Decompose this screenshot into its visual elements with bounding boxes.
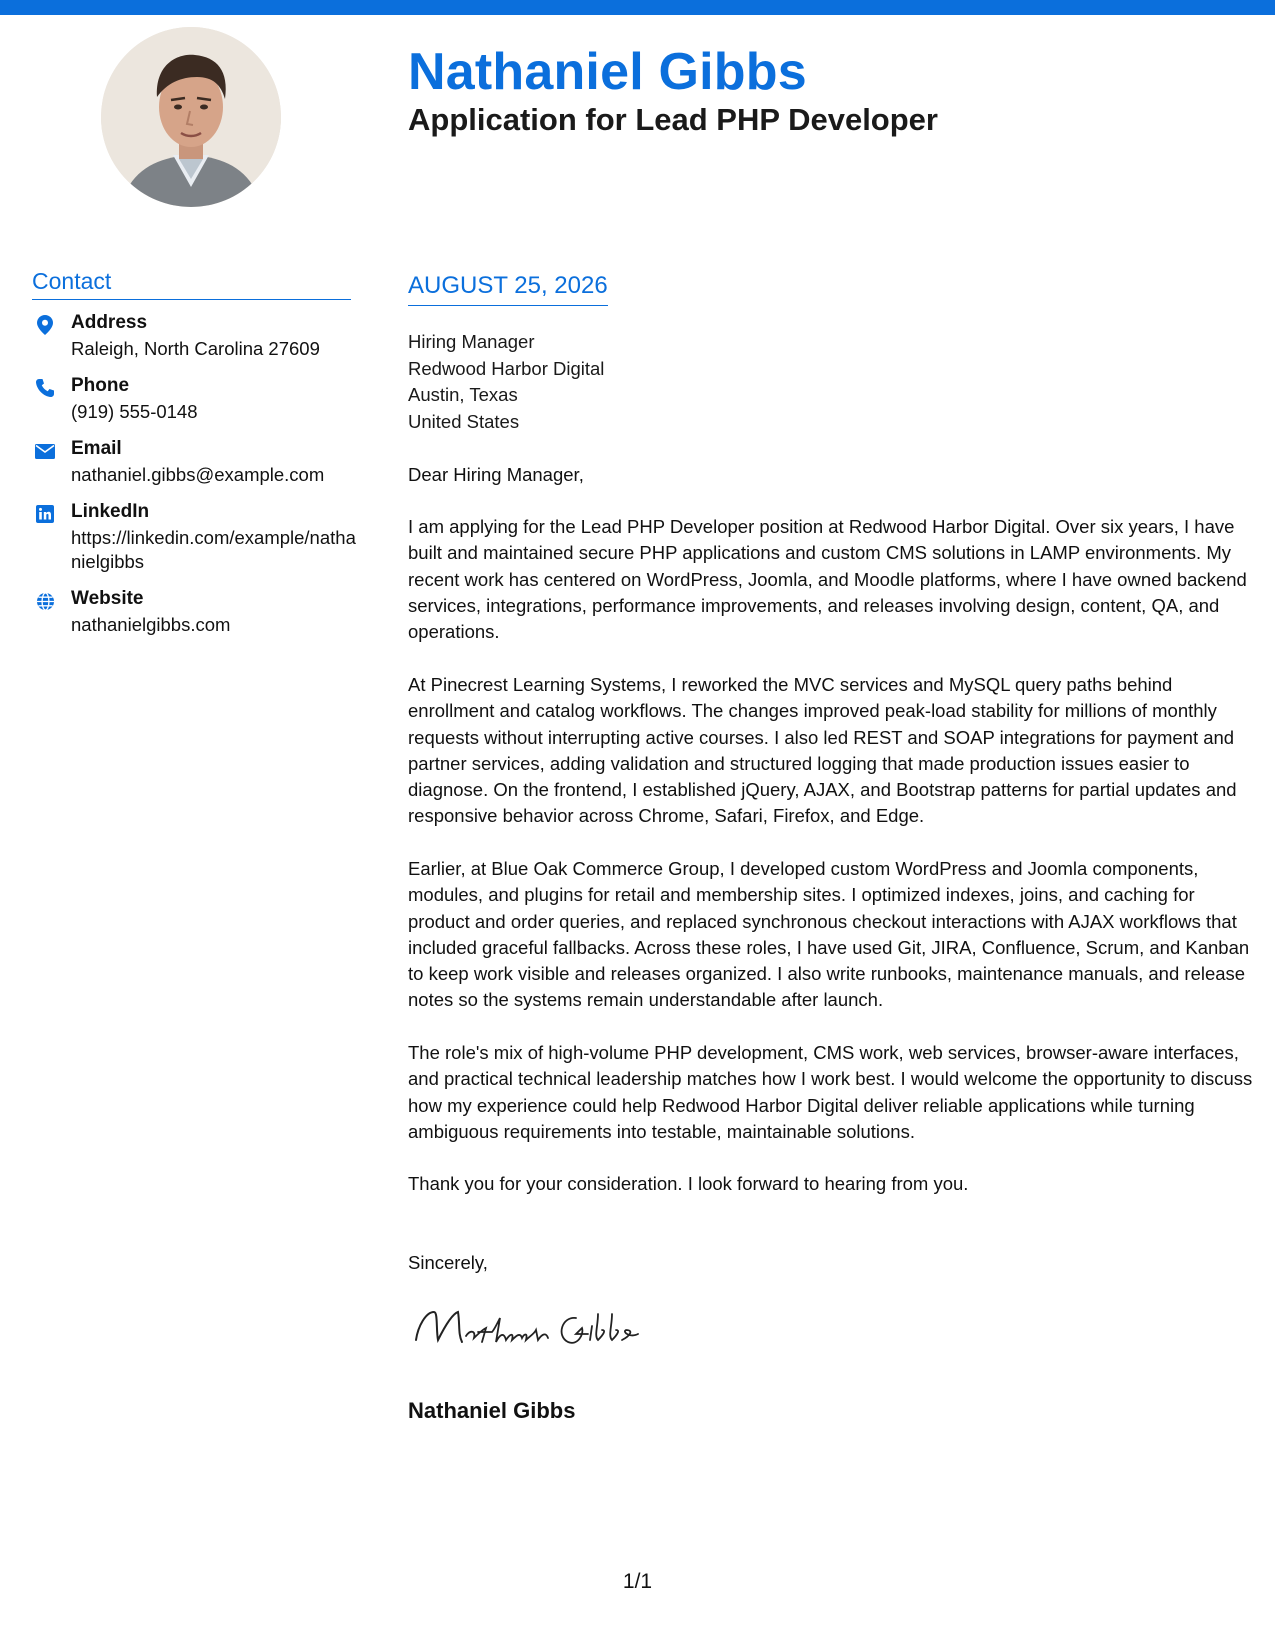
map-pin-icon xyxy=(34,314,56,336)
handwritten-signature xyxy=(408,1300,668,1365)
salutation: Dear Hiring Manager, xyxy=(408,464,584,485)
phone-label: Phone xyxy=(71,375,130,396)
linkedin-icon xyxy=(34,503,56,525)
recipient-line: Hiring Manager xyxy=(408,331,535,352)
envelope-icon xyxy=(34,440,56,462)
website-value[interactable]: nathanielgibbs.com xyxy=(71,614,231,635)
letter-date: AUGUST 25, 2026 xyxy=(408,272,608,306)
website-label: Website xyxy=(71,588,144,609)
address-value: Raleigh, North Carolina 27609 xyxy=(71,338,320,359)
signed-name: Nathaniel Gibbs xyxy=(408,1398,576,1423)
top-accent-bar xyxy=(0,0,1275,15)
body-paragraph-3: Earlier, at Blue Oak Commerce Group, I developed custom WordPress and Joomla components, modules, and plugins for retail and membership sites. I optimized indexes, joins, and caching for product and order queries, and replaced synchronous checkout interactions with AJAX workflows that included graceful fallbacks. Across these roles, I have used Git, JIRA, Confluence, Scrum, and Kanban to keep work visible and releases organized. I also write runbooks, maintenance manuals, and release notes so the systems remain understandable after launch. xyxy=(408,858,1250,1011)
recipient-line: United States xyxy=(408,410,520,432)
body-paragraph-1: I am applying for the Lead PHP Developer position at Redwood Harbor Digital. Over six years, I have built and maintained secure PHP applications and custom CMS solutions in LAMP environments. My recent work has centered on WordPress, Joomla, and Moodle platforms, where I have owned backend services, integrations, performance improvements, and releases involving design, content, QA, and operations. xyxy=(408,516,1247,643)
linkedin-value[interactable]: https://linkedin.com/example/nathanielgibbs xyxy=(71,527,356,572)
email-value[interactable]: nathaniel.gibbs@example.com xyxy=(71,464,325,485)
recipient-line: Austin, Texas xyxy=(408,384,518,405)
body-paragraph-2: At Pinecrest Learning Systems, I reworked the MVC services and MySQL query paths behind enrollment and catalog workflows. The changes improved peak-load stability for millions of monthly requests without interrupting active courses. I also led REST and SOAP integrations for payment and partner services, adding validation and structured logging that made production issues easier to diagnose. On the frontend, I established jQuery, AJAX, and Bootstrap patterns for partial updates and responsive behavior across Chrome, Safari, Firefox, and Edge. xyxy=(408,674,1237,827)
globe-icon xyxy=(34,590,56,612)
body-paragraph-4: The role's mix of high-volume PHP development, CMS work, web services, browser-aware interfaces, and practical technical leadership matches how I work best. I would welcome the opportunity to discuss how my experience could help Redwood Harbor Digital deliver reliable applications while turning ambiguous requirements into testable, maintainable solutions. xyxy=(408,1042,1253,1142)
linkedin-label: LinkedIn xyxy=(71,501,150,522)
contact-heading: Contact xyxy=(32,268,351,300)
phone-value: (919) 555-0148 xyxy=(71,401,198,422)
recipient-line: Redwood Harbor Digital xyxy=(408,357,605,379)
email-label: Email xyxy=(71,438,122,459)
application-subtitle: Application for Lead PHP Developer xyxy=(408,102,938,137)
phone-icon xyxy=(34,377,56,399)
applicant-name: Nathaniel Gibbs xyxy=(408,43,807,101)
body-paragraph-5: Thank you for your consideration. I look forward to hearing from you. xyxy=(408,1173,969,1194)
recipient-block xyxy=(408,329,604,435)
address-label: Address xyxy=(71,312,148,333)
closing: Sincerely, xyxy=(408,1252,488,1273)
page-number: 1/1 xyxy=(622,1570,653,1593)
profile-photo xyxy=(101,27,281,207)
